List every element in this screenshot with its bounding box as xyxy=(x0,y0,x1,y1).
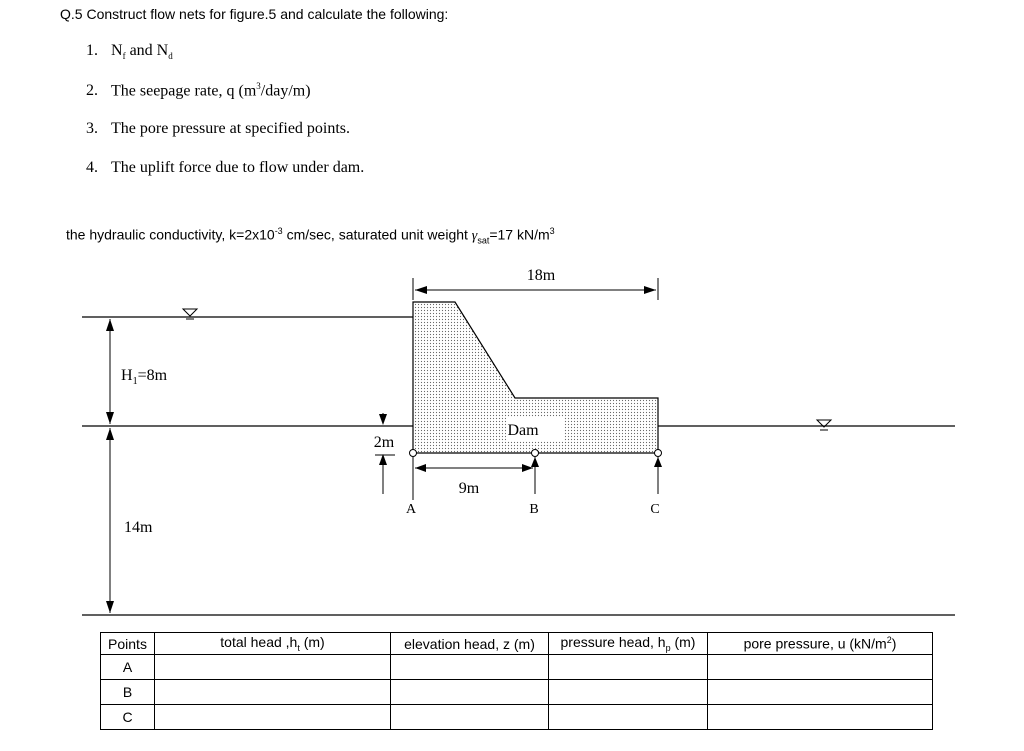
table-row xyxy=(101,680,933,705)
cell-pressure-head[interactable] xyxy=(549,705,708,730)
dam-label: Dam xyxy=(507,422,539,439)
cell-pressure-head[interactable] xyxy=(549,680,708,705)
table-row xyxy=(101,705,933,730)
dim-18m-label: 18m xyxy=(526,267,556,284)
row-point-label: B xyxy=(101,680,155,705)
cell-total-head[interactable] xyxy=(155,655,391,680)
header-pressure-head: pressure head, $h_p$ (m) xyxy=(549,633,708,655)
cell-elevation-head[interactable] xyxy=(391,680,549,705)
question-item-3: 3. The pore pressure at specified points. xyxy=(86,120,351,137)
item-number: 4. xyxy=(86,159,98,176)
dimension-18m xyxy=(413,267,658,300)
table-row xyxy=(101,655,933,680)
h1-label: $H_1=8m$ xyxy=(121,367,168,387)
item-number: 1. xyxy=(86,42,98,59)
dimension-2m xyxy=(374,413,395,494)
point-c-label: C xyxy=(650,502,660,517)
cell-elevation-head[interactable] xyxy=(391,655,549,680)
table-header-row xyxy=(101,633,933,655)
question-item-2: 2. The seepage rate, q $(m^3/day/m)$ xyxy=(86,81,311,100)
question-heading: Q.5 Construct flow nets for figure.5 and calculate the following: xyxy=(60,6,449,22)
dim-2m-label: 2m xyxy=(373,434,395,451)
header-total-head: total head $,h_t$ (m) xyxy=(155,633,391,655)
dim-14m-label: 14m xyxy=(124,519,153,536)
header-elevation-head: elevation head, z (m) xyxy=(391,633,549,655)
row-point-label: C xyxy=(101,705,155,730)
item-number: 3. xyxy=(86,120,98,137)
header-pore-pressure: pore pressure, u $(kN/m^2)$ xyxy=(708,633,933,655)
cell-pressure-head[interactable] xyxy=(549,655,708,680)
point-c-marker xyxy=(650,450,662,518)
point-a-marker xyxy=(406,450,417,518)
point-a-label: A xyxy=(405,502,417,517)
cell-elevation-head[interactable] xyxy=(391,705,549,730)
point-b-label: B xyxy=(529,502,539,517)
dimension-h1 xyxy=(106,319,168,424)
question-item-4: 4. The uplift force due to flow under dam. xyxy=(86,159,365,176)
item-number: 2. xyxy=(86,82,98,100)
cell-total-head[interactable] xyxy=(155,705,391,730)
header-points: Points xyxy=(101,633,155,655)
water-level-icon-downstream xyxy=(817,420,831,430)
cell-total-head[interactable] xyxy=(155,680,391,705)
cell-pore-pressure[interactable] xyxy=(708,655,933,680)
given-parameters: the hydraulic conductivity, $k=2x10^{-3}$ cm/sec, saturated unit weight $\gamma_{sat}=17$ $kN/m^3$ xyxy=(66,226,555,246)
cell-pore-pressure[interactable] xyxy=(708,705,933,730)
point-b-marker xyxy=(529,450,539,518)
question-item-1: 1. $N_f$ and $N_d$ xyxy=(86,42,173,62)
dim-9m-label: 9m xyxy=(458,480,480,497)
dimension-14m xyxy=(106,428,153,613)
cell-pore-pressure[interactable] xyxy=(708,680,933,705)
row-point-label: A xyxy=(101,655,155,680)
results-table xyxy=(100,632,933,730)
dimension-9m xyxy=(415,464,533,497)
